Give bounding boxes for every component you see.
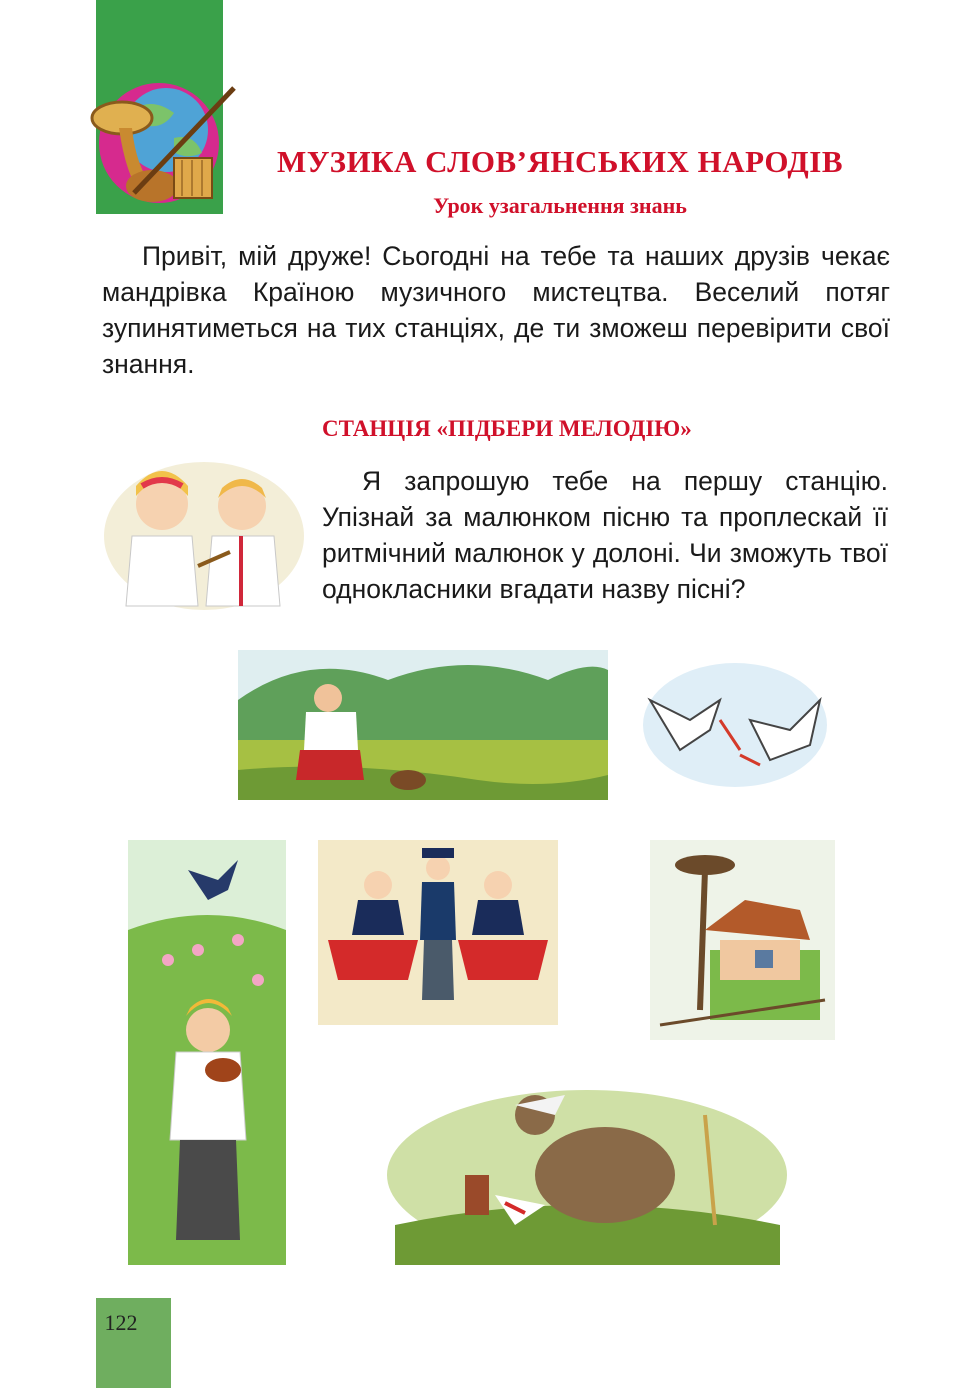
cossack-wind-illustration: [228, 640, 613, 808]
swallow-violinist-illustration: [128, 840, 286, 1265]
lesson-title: МУЗИКА СЛОВ’ЯНСЬКИХ НАРОДІВ: [276, 144, 844, 179]
station-text: Я запрошую тебе на першу станцію. Упізнай за малюнком пісню та проплескай її ритмічний малюнок у долоні. Чи зможуть твої однокласники вгадати назву пісні?: [322, 466, 888, 604]
intro-paragraph: [102, 238, 890, 382]
intro-text: Привіт, мій друже! Сьогодні на тебе та наших друзів чекає мандрівка Країною музичного мистецтва. Веселий потяг зупинятиметься на тих станціях, де ти зможеш перевірити свої знання.: [102, 241, 890, 379]
storks-illustration: [640, 660, 830, 790]
station-title: СТАНЦІЯ «ПІДБЕРИ МЕЛОДІЮ»: [322, 416, 692, 441]
children-illustration: [102, 456, 307, 612]
stork-nest-house-illustration: [650, 840, 835, 1040]
quail-illustration: [385, 1075, 790, 1267]
dancers-illustration: [318, 840, 558, 1025]
lesson-subtitle: Урок узагальнення знань: [433, 193, 687, 218]
music-instruments-emblem: [74, 68, 244, 218]
station-paragraph: [322, 463, 888, 607]
page-number: 122: [104, 1310, 138, 1335]
